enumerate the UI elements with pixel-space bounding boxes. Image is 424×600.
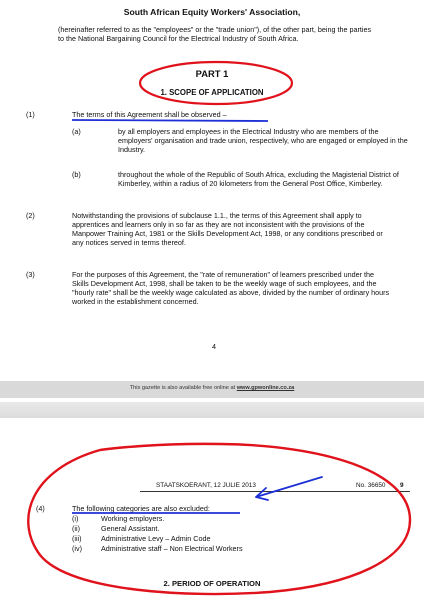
running-head-rule — [140, 491, 410, 492]
list-item-number: (iv) — [72, 544, 82, 553]
clause-number: (1) — [26, 110, 35, 119]
list-item-number: (i) — [72, 514, 79, 523]
party-name-heading: South African Equity Workers' Association, — [123, 7, 301, 17]
footer-prefix: This gazette is also available free online at — [129, 385, 236, 391]
list-item-number: (iii) — [72, 534, 82, 543]
part-title: PART 1 — [195, 68, 229, 79]
clause-text: Notwithstanding the provisions of subclause 1.1., the terms of this Agreement shall apply to apprentices and learners only in so far as they are not inconsistent with the provisions of the Manpower Training Act, 1981 or the Skills Development Act, 1998, or any conditions prescribed or any notices served in terms thereof. — [72, 211, 383, 247]
clause-text: The terms of this Agreement shall be observed – — [72, 110, 227, 119]
page-separator — [0, 402, 424, 418]
clause-number: (3) — [26, 270, 35, 279]
clause-text: by all employers and employees in the Electrical Industry who are members of the employers' organisation and trade union, respectively, who are engaged or employed in the Industry. — [118, 127, 408, 154]
running-head: STAATSKOERANT, 12 JULIE 2013 — [156, 482, 256, 489]
gazette-footer — [0, 385, 424, 391]
clause-number: (4) — [36, 504, 45, 513]
next-section-title: 2. PERIOD OF OPERATION — [163, 579, 261, 588]
list-item-number: (ii) — [72, 524, 80, 533]
issue-number: No. 36650 — [356, 482, 386, 489]
section-title: 1. SCOPE OF APPLICATION — [160, 88, 264, 97]
gazette-page-number: 9 — [400, 482, 404, 489]
clause-number: (b) — [72, 170, 81, 179]
list-item: General Assistant. — [101, 524, 160, 533]
list-item: Administrative staff – Non Electrical Workers — [101, 544, 243, 553]
page-number: 4 — [212, 342, 216, 351]
footer-link[interactable]: www.gpwonline.co.za — [236, 385, 295, 391]
clause-text: The following categories are also excluded: — [72, 504, 210, 513]
gazette-page-9 — [0, 418, 424, 600]
list-item: Working employers. — [101, 514, 165, 523]
clause-number: (2) — [26, 211, 35, 220]
clause-text: throughout the whole of the Republic of South Africa, excluding the Magisterial District of Kimberley, within a radius of 20 kilometers from the General Post Office, Kimberley. — [118, 170, 399, 188]
clause-number: (a) — [72, 127, 81, 136]
list-item: Administrative Levy – Admin Code — [101, 534, 211, 543]
intro-paragraph: (hereinafter referred to as the "employees" or the "trade union"), of the other part, being the parties to the National Bargaining Council for the Electrical Industry of South Africa. — [58, 25, 372, 43]
clause-text: For the purposes of this Agreement, the "rate of remuneration" of learners prescribed under the Skills Development Act, 1998, shall be taken to be the weekly wage of such employees, and the "hourly rate" shall be the weekly wage calculated as above, divided by the number of ordinary hours worked in the establishment concerned. — [72, 270, 390, 306]
